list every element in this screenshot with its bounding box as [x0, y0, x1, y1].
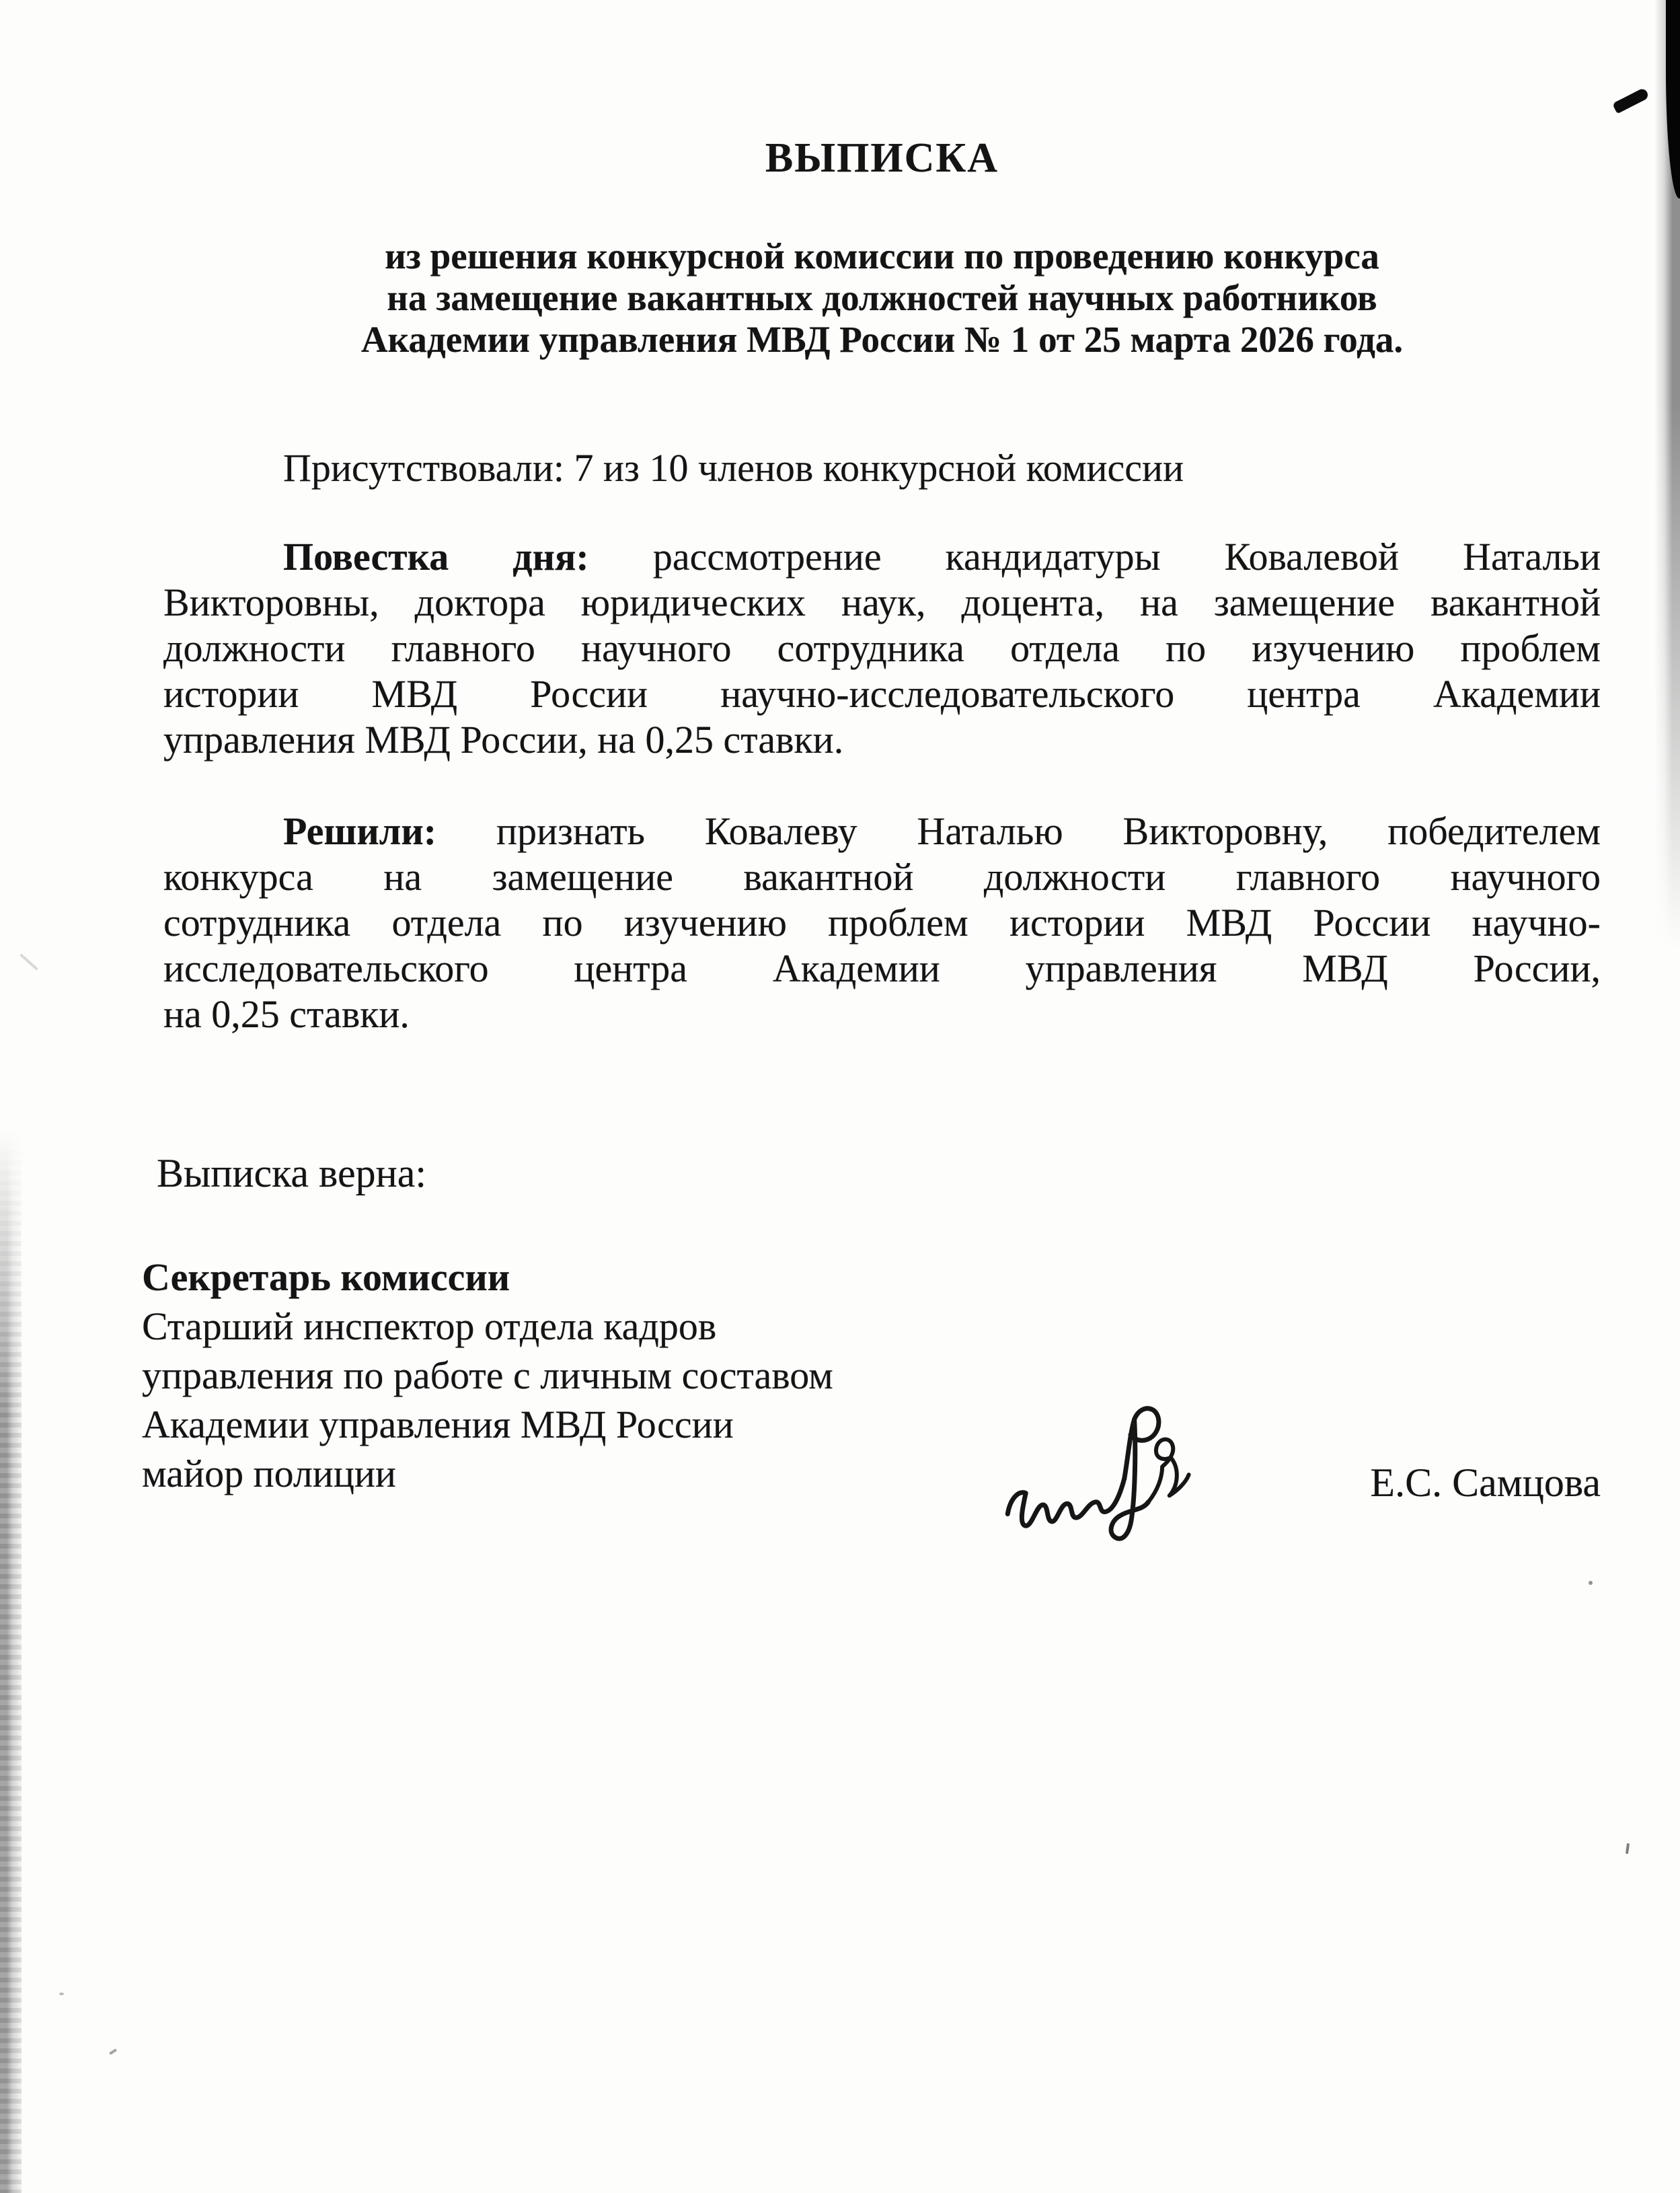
resolution-line: на 0,25 ставки.: [163, 992, 410, 1036]
subtitle-line: на замещение вакантных должностей научных работников: [387, 277, 1377, 318]
agenda-line: [163, 534, 1601, 580]
agenda-line: Викторовны, доктора юридических наук, доцента, на замещение вакантной: [163, 581, 1601, 624]
agenda-text: рассмотрение кандидатуры Ковалевой Натальи: [652, 535, 1601, 579]
agenda-line: должности главного научного сотрудника отдела по изучению проблем: [163, 626, 1601, 670]
agenda-line: истории МВД России научно-исследовательского центра Академии: [163, 672, 1601, 716]
resolution-line: конкурса на замещение вакантной должности главного научного: [163, 855, 1601, 899]
attendance-line: Присутствовали: 7 из 10 членов конкурсной комиссии: [283, 446, 1184, 490]
agenda-paragraph: [163, 534, 1601, 763]
signer-role-line: Секретарь комиссии: [142, 1255, 510, 1299]
document-title: ВЫПИСКА: [765, 135, 999, 181]
resolution-paragraph: [163, 809, 1601, 1037]
resolution-line: [163, 809, 1601, 854]
signer-role-line: майор полиции: [142, 1452, 396, 1495]
signer-role-line: Академии управления МВД России: [142, 1403, 734, 1446]
signer-role-line: управления по работе с личным составом: [142, 1353, 833, 1397]
resolution-line: сотрудника отдела по изучению проблем истории МВД России научно-: [163, 901, 1601, 944]
ink-stray-mark: [1612, 87, 1650, 114]
agenda-line: управления МВД России, на 0,25 ставки.: [163, 718, 844, 761]
resolution-line: исследовательского центра Академии управления МВД России,: [163, 946, 1601, 990]
resolution-label: Решили:: [283, 809, 437, 853]
document-content: [142, 0, 1601, 2193]
agenda-label: Повестка дня:: [283, 535, 589, 579]
scan-edge-left-artifact: [0, 1130, 22, 2193]
pencil-stray-mark: [20, 953, 38, 971]
paper-speck: [59, 1993, 64, 1995]
document-subtitle: [163, 235, 1601, 361]
paper-speck: [1626, 1843, 1630, 1854]
resolution-text: признать Ковалеву Наталью Викторовну, победителем: [496, 809, 1601, 853]
subtitle-line: из решения конкурсной комиссии по проведению конкурса: [385, 235, 1379, 276]
paper-speck: [109, 2048, 117, 2055]
signer-role-line: Старший инспектор отдела кадров: [142, 1304, 717, 1348]
signer-name: Е.С. Самцова: [1370, 1460, 1601, 1505]
handwritten-signature: [995, 1403, 1217, 1561]
certification-line: Выписка верна:: [157, 1151, 427, 1195]
subtitle-line: Академии управления МВД России № 1 от 25 марта 2026 года.: [360, 319, 1404, 360]
